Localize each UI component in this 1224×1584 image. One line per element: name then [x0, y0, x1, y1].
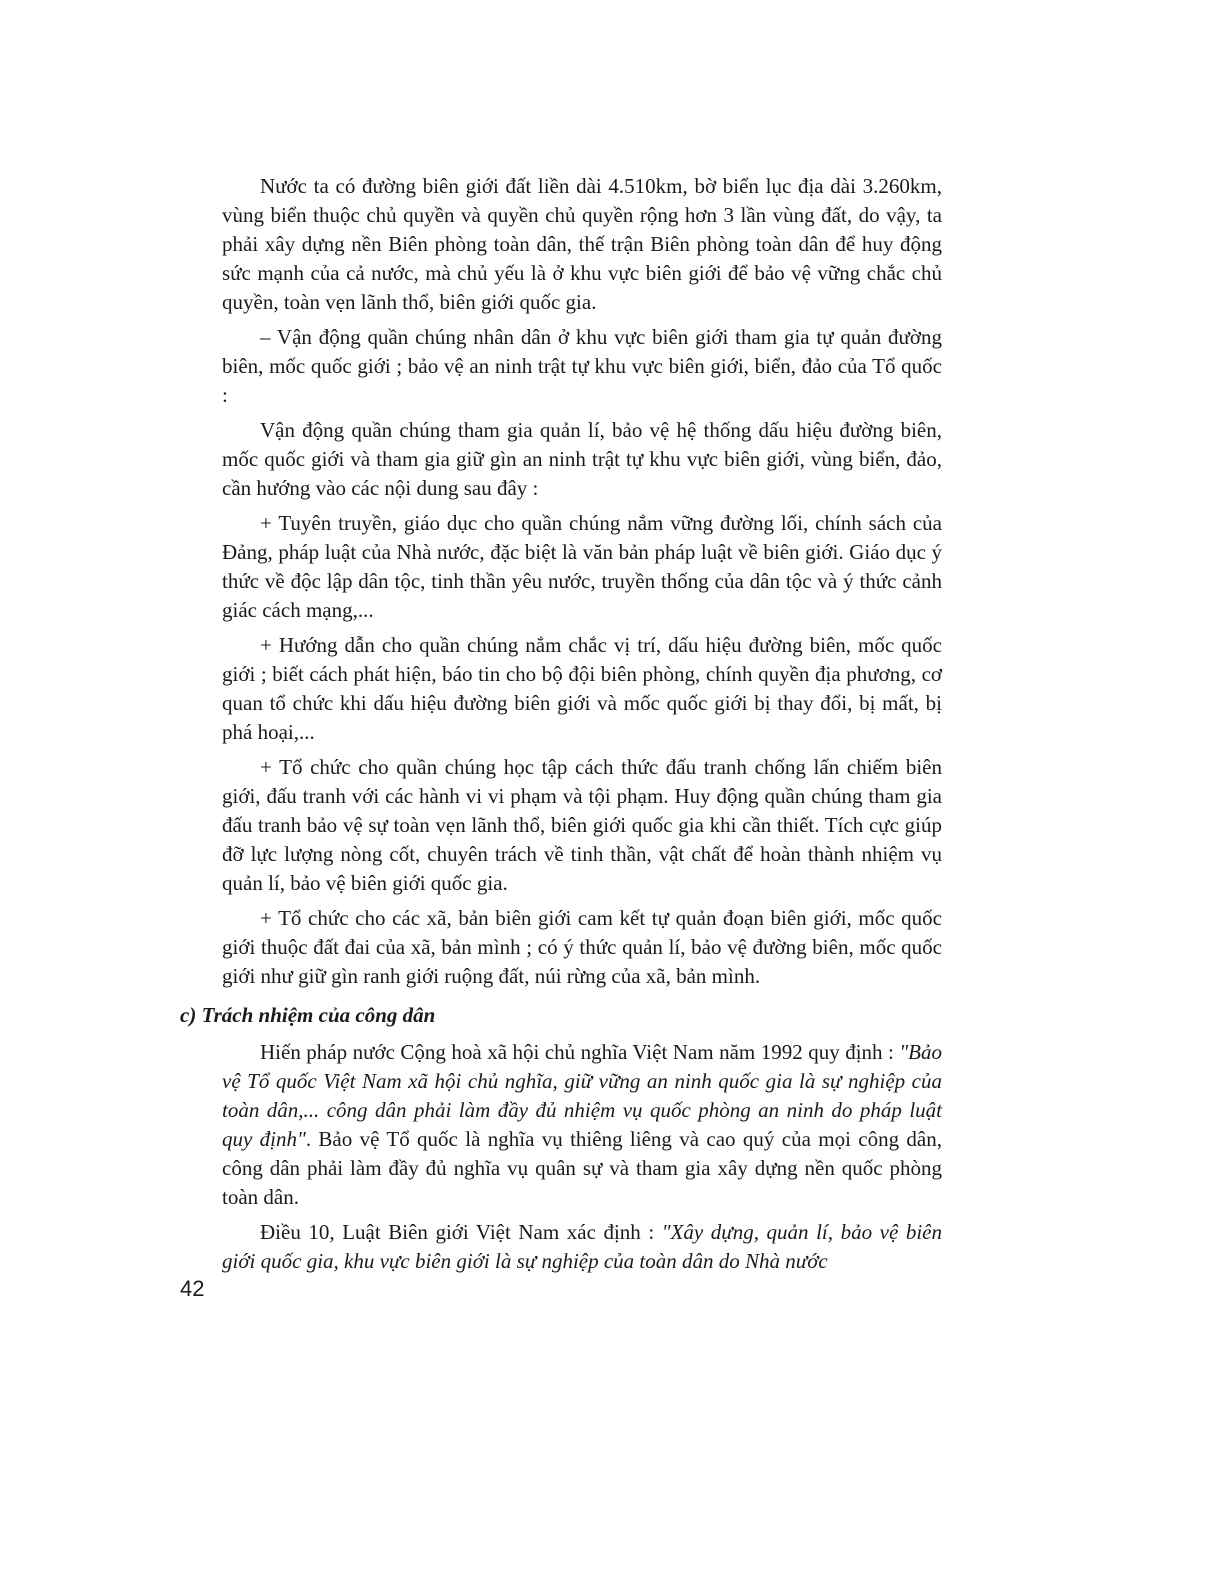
paragraph-constitution: [222, 1038, 942, 1212]
paragraph-organize-struggle: + Tổ chức cho quần chúng học tập cách thức đấu tranh chống lấn chiếm biên giới, đấu tranh với các hành vi vi phạm và tội phạm. Huy động quần chúng tham gia đấu tranh bảo vệ sự toàn vẹn lãnh thổ, biên giới quốc gia khi cần thiết. Tích cực giúp đỡ lực lượng nòng cốt, chuyên trách về tinh thần, vật chất để hoàn thành nhiệm vụ quản lí, bảo vệ biên giới quốc gia.: [222, 755, 942, 895]
paragraph-commune-commitment: + Tổ chức cho các xã, bản biên giới cam kết tự quản đoạn biên giới, mốc quốc giới thuộc đất đai của xã, bản mình ; có ý thức quản lí, bảo vệ đường biên, mốc quốc giới như giữ gìn ranh giới ruộng đất, núi rừng của xã, bản mình.: [222, 906, 942, 988]
page-number: 42: [180, 1276, 205, 1301]
paragraph-mobilize-people: – Vận động quần chúng nhân dân ở khu vực biên giới tham gia tự quản đường biên, mốc quốc giới ; bảo vệ an ninh trật tự khu vực biên giới, biển, đảo của Tổ quốc :: [222, 325, 942, 407]
page-body: [180, 172, 942, 1282]
section-heading-citizen-responsibility: c) Trách nhiệm của công dân: [180, 1003, 436, 1027]
paragraph-mobilize-contents: Vận động quần chúng tham gia quản lí, bảo vệ hệ thống dấu hiệu đường biên, mốc quốc giới và tham gia giữ gìn an ninh trật tự khu vực biên giới, vùng biển, đảo, cần hướng vào các nội dung sau đây :: [222, 418, 942, 500]
paragraph-border-law: [222, 1218, 942, 1276]
constitution-quote: "Bảo vệ Tổ quốc Việt Nam xã hội chủ nghĩa, giữ vững an ninh quốc gia là sự nghiệp của toàn dân,... công dân phải làm đầy đủ nhiệm vụ quốc phòng an ninh do pháp luật quy định": [222, 1040, 942, 1151]
paragraph-propaganda: + Tuyên truyền, giáo dục cho quần chúng nắm vững đường lối, chính sách của Đảng, pháp luật của Nhà nước, đặc biệt là văn bản pháp luật về biên giới. Giáo dục ý thức về độc lập dân tộc, tinh thần yêu nước, truyền thống của dân tộc và ý thức cảnh giác cách mạng,...: [222, 511, 942, 622]
border-law-intro-text: Điều 10, Luật Biên giới Việt Nam xác định :: [260, 1220, 662, 1244]
constitution-intro-text: Hiến pháp nước Cộng hoà xã hội chủ nghĩa Việt Nam năm 1992 quy định :: [260, 1040, 900, 1064]
paragraph-guidance: + Hướng dẫn cho quần chúng nắm chắc vị trí, dấu hiệu đường biên, mốc quốc giới ; biết cách phát hiện, báo tin cho bộ đội biên phòng, chính quyền địa phương, cơ quan tổ chức khi dấu hiệu đường biên giới và mốc quốc giới bị thay đổi, bị mất, bị phá hoại,...: [222, 633, 942, 744]
paragraph-border-overview: Nước ta có đường biên giới đất liền dài 4.510km, bờ biển lục địa dài 3.260km, vùng biển thuộc chủ quyền và quyền chủ quyền rộng hơn 3 lần vùng đất, do vậy, ta phải xây dựng nền Biên phòng toàn dân, thế trận Biên phòng toàn dân để huy động sức mạnh của cả nước, mà chủ yếu là ở khu vực biên giới để bảo vệ vững chắc chủ quyền, toàn vẹn lãnh thổ, biên giới quốc gia.: [222, 174, 942, 314]
border-law-quote: "Xây dựng, quản lí, bảo vệ biên giới quốc gia, khu vực biên giới là sự nghiệp của toàn dân do Nhà nước: [222, 1220, 942, 1273]
constitution-conclusion-text: . Bảo vệ Tổ quốc là nghĩa vụ thiêng liêng và cao quý của mọi công dân, công dân phải làm đầy đủ nghĩa vụ quân sự và tham gia xây dựng nền quốc phòng toàn dân.: [222, 1127, 942, 1209]
